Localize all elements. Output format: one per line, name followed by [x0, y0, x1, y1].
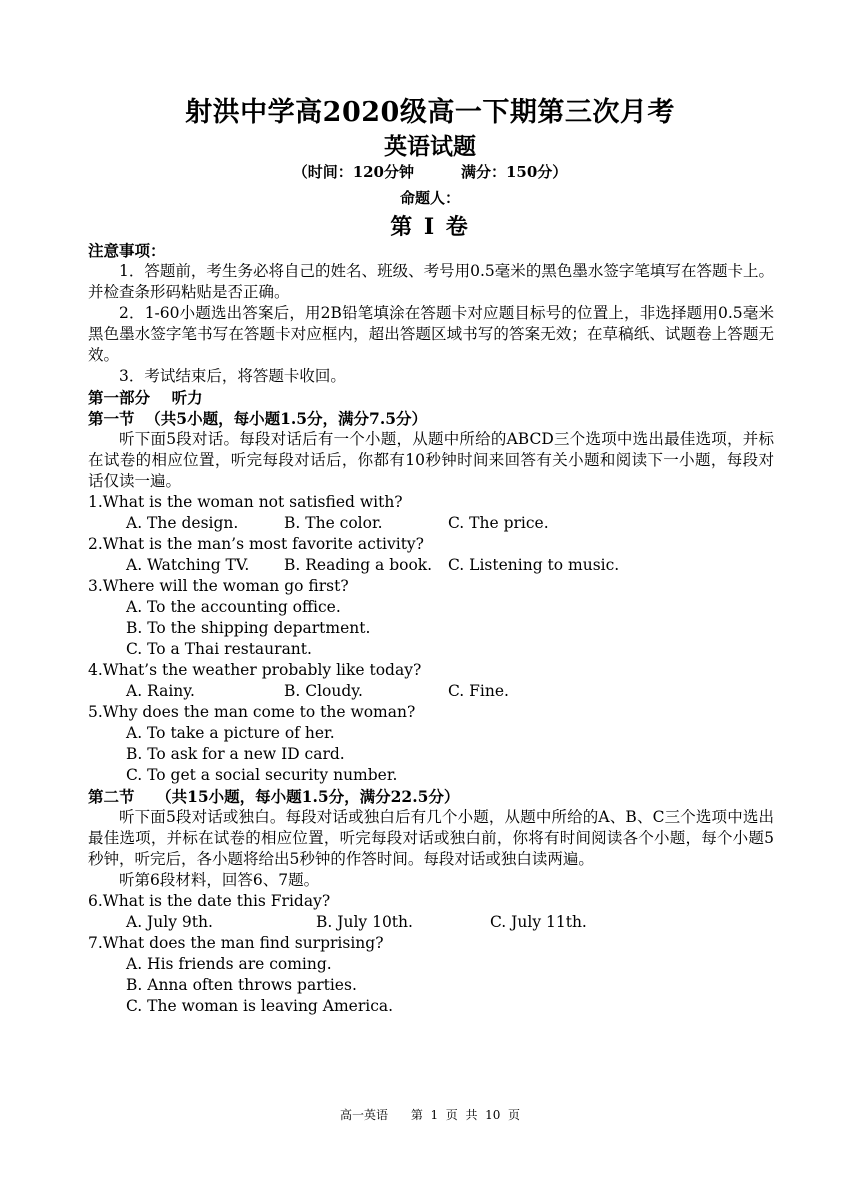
exam-volume: 第 I 卷 — [390, 214, 470, 240]
part-heading: 第一部分 听力 — [88, 388, 203, 407]
exam-author: 命题人： — [399, 189, 460, 207]
question: 2.What is the man’s most favorite activity? — [88, 535, 424, 553]
note-item: 1．答题前，考生务必将自己的姓名、班级、考号用0.5毫米的黑色墨水签字笔填写在答题卡上。并检查条形码粘贴是否正确。 — [88, 262, 774, 301]
question: 6.What is the date this Friday? — [88, 892, 331, 910]
option-row — [88, 555, 774, 576]
option-c: C. To a Thai restaurant. — [126, 640, 312, 658]
option-c: C. Listening to music. — [448, 556, 620, 574]
section-instruction: 听下面5段对话。每段对话后有一个小题，从题中所给的ABCD三个选项中选出最佳选项，并标在试卷的相应位置，听完每段对话后，你都有10秒钟时间来回答有关小题和阅读下一小题，每段对话仅读一遍。 — [88, 430, 774, 490]
option-row — [88, 912, 774, 933]
exam-subtitle: 英语试题 — [384, 133, 476, 160]
option-b: B. Cloudy. — [284, 682, 363, 700]
question: 7.What does the man find surprising? — [88, 934, 384, 952]
option-b: B. The color. — [284, 514, 383, 532]
option-b: B. July 10th. — [316, 913, 413, 931]
question: 4.What’s the weather probably like today? — [88, 661, 422, 679]
question: 5.Why does the man come to the woman? — [88, 703, 416, 721]
option-a: A. Watching TV. — [126, 556, 250, 574]
option-c: C. To get a social security number. — [126, 766, 398, 784]
page-footer: 高一英语 第 1 页 共 10 页 — [340, 1108, 520, 1122]
note-item: 2．1-60小题选出答案后，用2B铅笔填涂在答题卡对应题目标号的位置上，非选择题用0.5毫米黑色墨水签字笔书写在答题卡对应框内，超出答题区域书写的答案无效；在草稿纸、试题卷上答题无效。 — [88, 304, 774, 364]
option-b: B. To ask for a new ID card. — [126, 745, 345, 763]
option-b: B. To the shipping department. — [126, 619, 371, 637]
question: 3.Where will the woman go first? — [88, 577, 349, 595]
option-c: C. Fine. — [448, 682, 509, 700]
section-heading: 第一节 （共5小题，每小题1.5分，满分7.5分） — [88, 409, 428, 428]
option-a: A. To take a picture of her. — [126, 724, 335, 742]
option-a: A. Rainy. — [126, 682, 195, 700]
option-c: C. The woman is leaving America. — [126, 997, 394, 1015]
option-a: A. The design. — [126, 514, 239, 532]
exam-body — [88, 240, 774, 1017]
option-a: A. His friends are coming. — [126, 955, 332, 973]
option-row — [88, 681, 774, 702]
notes-heading: 注意事项： — [88, 241, 166, 260]
section-heading: 第二节 （共15小题，每小题1.5分，满分22.5分） — [88, 787, 460, 806]
option-a: A. To the accounting office. — [126, 598, 341, 616]
option-c: C. The price. — [448, 514, 549, 532]
question: 1.What is the woman not satisfied with? — [88, 493, 403, 511]
exam-title: 射洪中学高2020级高一下期第三次月考 — [185, 97, 675, 128]
section-instruction: 听下面5段对话或独白。每段对话或独白后有几个小题，从题中所给的A、B、C三个选项中选出最佳选项，并标在试卷的相应位置，听完每段对话或独白前，你将有时间阅读各个小题，每个小题5秒钟，听完后，各小题将给出5秒钟的作答时间。每段对话或独白读两遍。 — [88, 808, 774, 868]
option-c: C. July 11th. — [490, 913, 587, 931]
material-note: 听第6段材料，回答6、7题。 — [119, 871, 320, 889]
exam-time-score: （时间：120分钟 满分：150分） — [292, 163, 568, 181]
option-a: A. July 9th. — [126, 913, 213, 931]
note-item: 3．考试结束后，将答题卡收回。 — [119, 367, 346, 385]
option-b: B. Anna often throws parties. — [126, 976, 357, 994]
option-row — [88, 513, 774, 534]
option-b: B. Reading a book. — [284, 556, 433, 574]
